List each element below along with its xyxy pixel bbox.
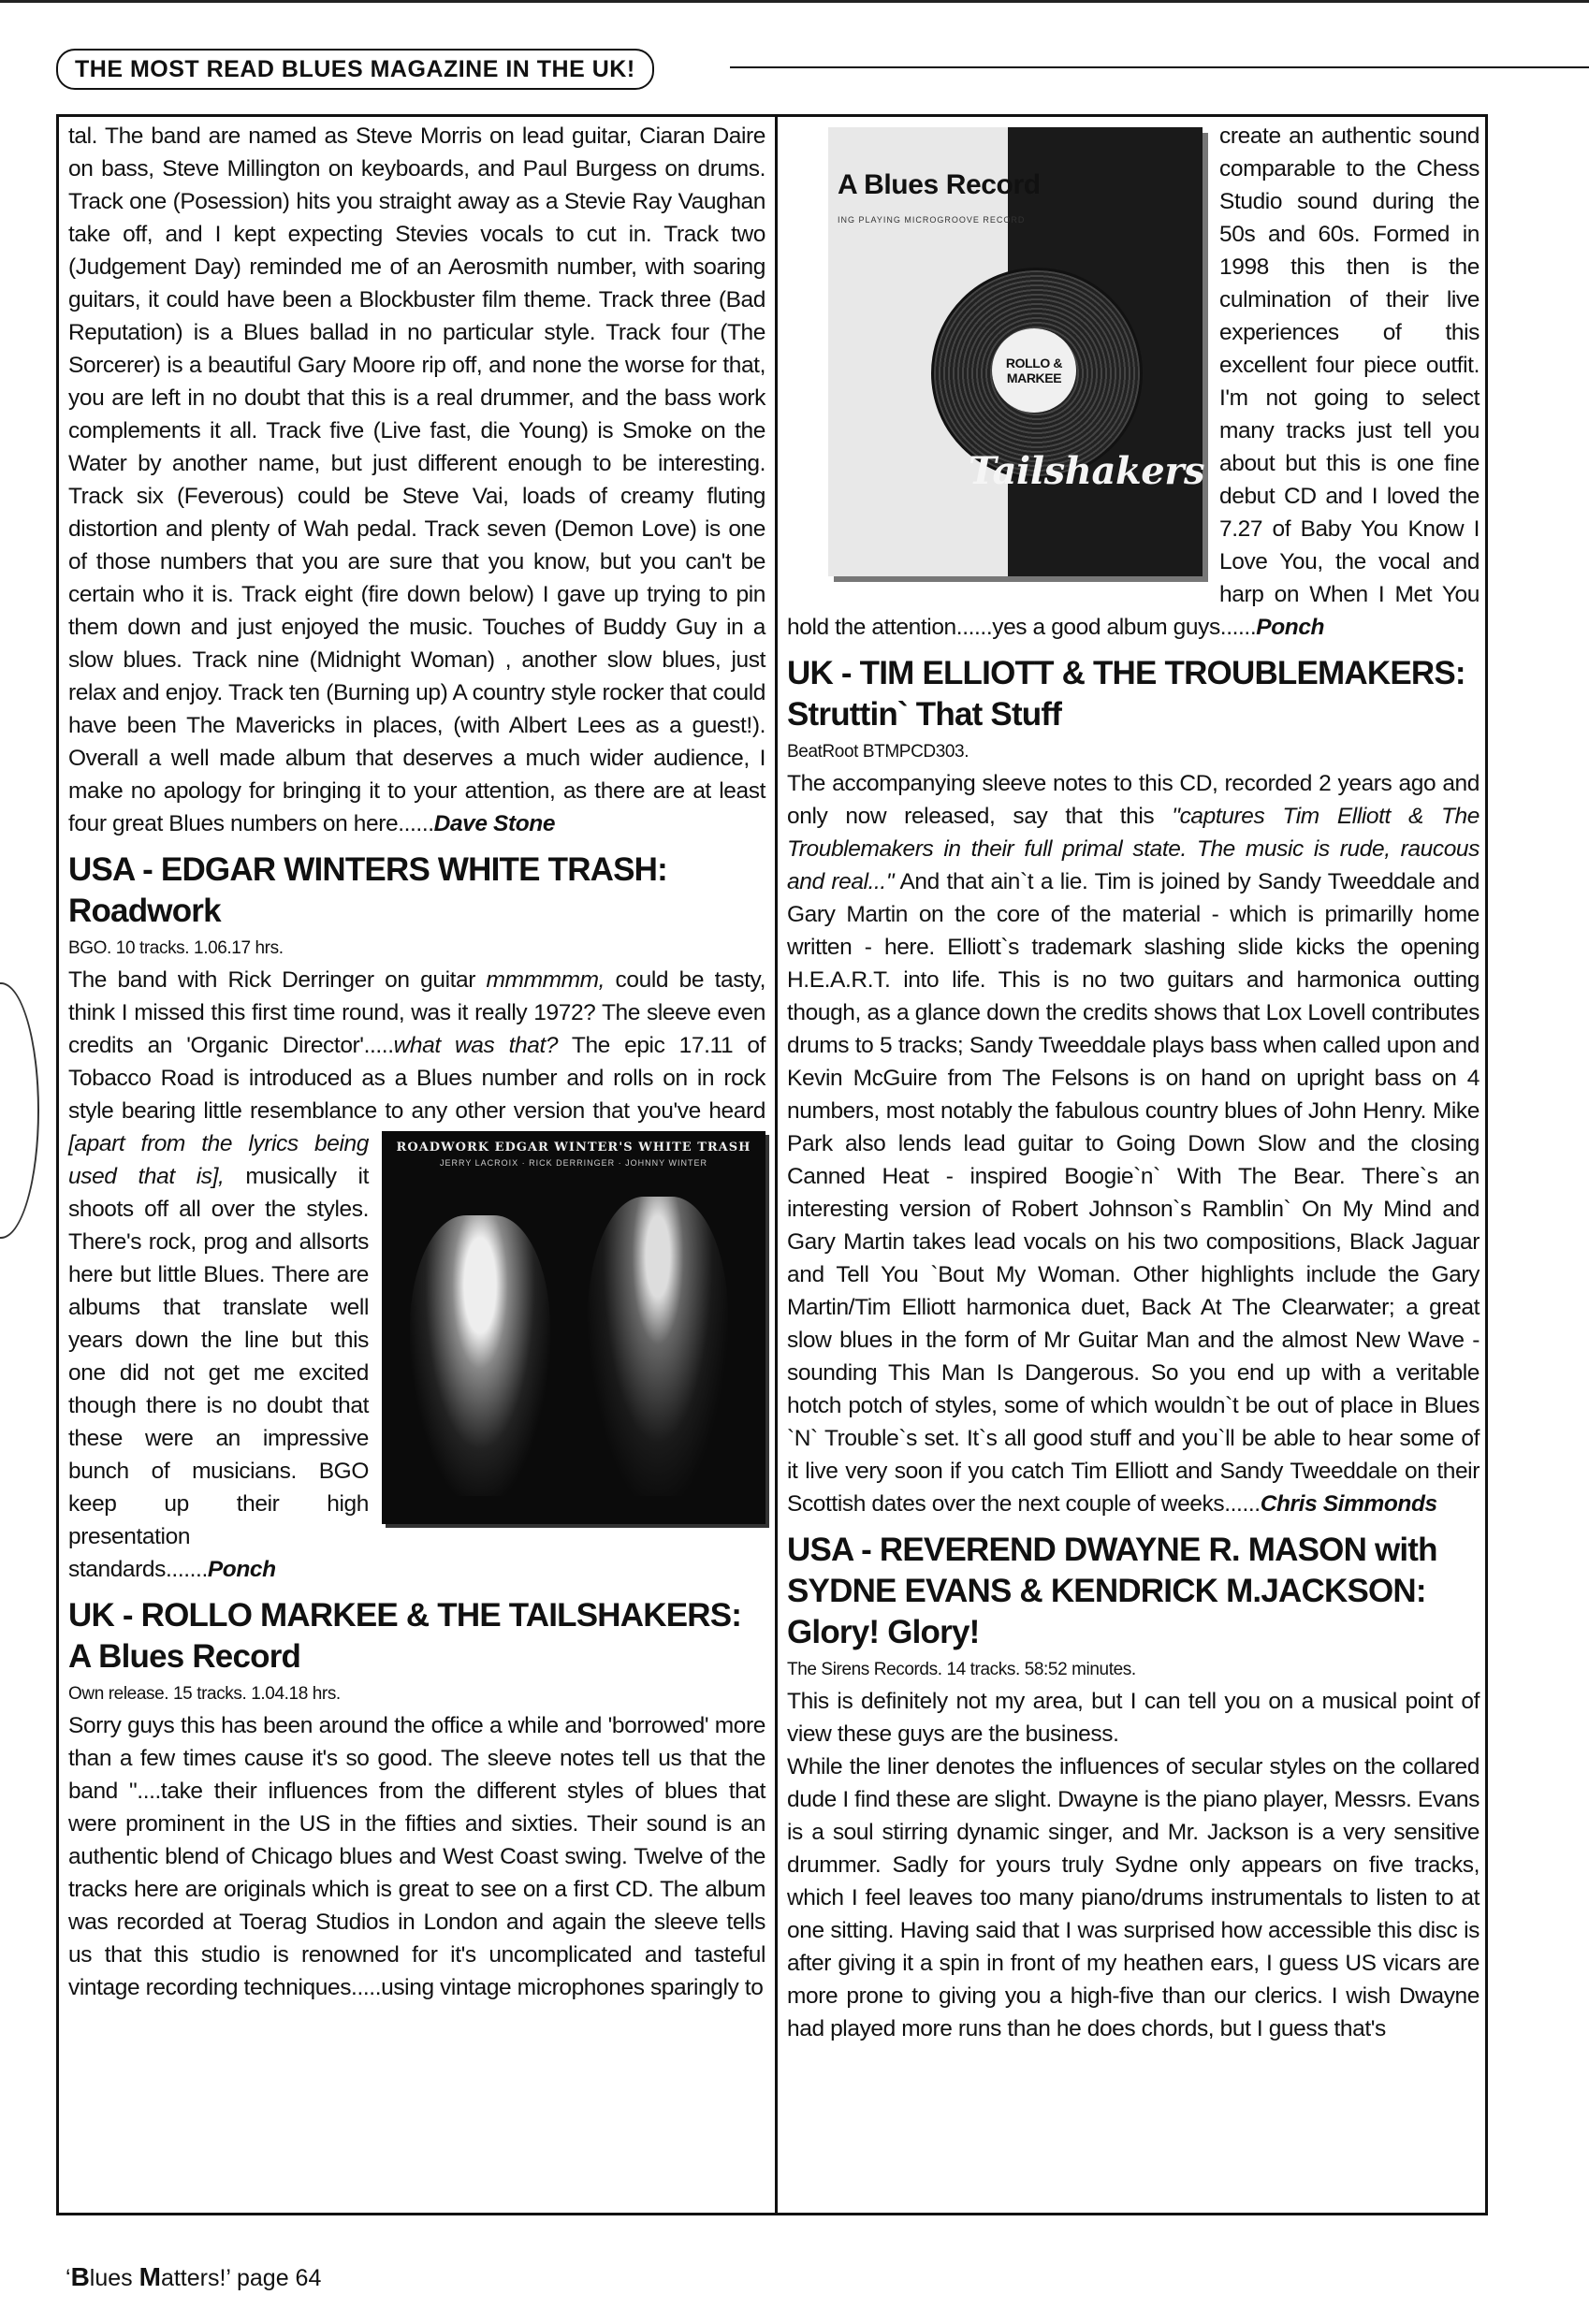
review-body: While the liner denotes the influences of secular styles on the collared dude I find these are slight. Dwayne is the piano player, Messrs. Evans is a soul stirring dynamic singer, and Mr. Jackson is a very sensitive drummer. Sadly for yours truly Sydne only appears on five tracks, which I feel leaves too many piano/drums instrumentals to listen to at one sitting. Having said that I was surprised how accessible this disc is after giving it a spin in front of my heathen ears, I guess US vicars are more prone to giving you a high-five than our clerics. I wish Dwayne had played more runs than he does chords, but I guess that's	[787, 1754, 1480, 2041]
page-footer: ‘Blues Matters!’ page 64	[66, 2262, 322, 2291]
masthead-rule	[730, 66, 1589, 68]
roadwork-album-cover: ROADWORK EDGAR WINTER'S WHITE TRASH JERRY LACROIX · RICK DERRINGER · JOHNNY WINTER	[382, 1131, 765, 1524]
review-heading: USA - EDGAR WINTERS WHITE TRASH: Roadwork	[68, 851, 668, 929]
masthead	[56, 49, 654, 90]
review-meta: BGO. 10 tracks. 1.06.17 hrs.	[68, 938, 284, 958]
byline: Ponch	[1256, 615, 1325, 640]
review-continuation: tal. The band are named as Steve Morris on lead guitar, Ciaran Daire on bass, Steve Millington on keyboards, and Paul Burgess on drums. Track one (Posession) hits you straight away as a Stevie Ray Vaughan take off, and I kept expecting Stevies vocals to cut in. Track two (Judgement Day) reminded me of an Aerosmith number, with soaring guitars, it could have been a Blockbuster film theme. Track three (Bad Reputation) is a Blues ballad in no particular style. Track four (The Sorcerer) is a beautiful Gary Moore rip off, and none the worse for that, you are left in no doubt that this is a real drummer, and the bass work complements it all. Track five (Live fast, die Young) is Smoke on the Water by another name, but just different enough to be interesting. Track six (Feverous) could be Steve Vai, loads of creamy fluting distortion and plenty of Wah pedal. Track seven (Demon Love) is one of those numbers that you are sure that you know, but you can't be certain who it is. Track eight (fire down below) I gave up trying to pin them down and just enjoyed the music. Touches of Buddy Guy in a slow blues. Track nine (Midnight Woman) , another slow blues, just relax and enjoy. Track ten (Burning up) A country style rocker that could have been The Mavericks in places, (with Albert Lees as a guest!). Overall a well made album that deserves a much wider audience, I make no apology for bringing it to your attention, as there are at least four great Blues numbers on here......Dave Stone	[68, 123, 765, 836]
review-body: The band with Rick Derringer on guitar mmmmmm, could be tasty, think I missed this first time round, was it really 1972? The sleeve even credits an 'Organic Director'.....what was that? The epic 17.11 of Tobacco Road is introduced as a Blues number and rolls on in rock style bearing little resemblance to any other version that you've heard ROADWORK EDGAR WINTER'S WHITE TRASH JERRY LACROIX · RICK DERRINGER · JOHNNY WINTER [apart from the lyrics being used that is], musically it shoots off all over the styles. There's rock, prog and allsorts here but little Blues. There are albums that translate well years down the line but this one did not get me excited though there is no doubt that these were an impressive bunch of musicians. BGO keep up their high presentation standards.......Ponch	[68, 967, 766, 1582]
byline: Dave Stone	[433, 811, 556, 836]
margin-mark	[0, 982, 39, 1239]
performer-photo	[410, 1215, 550, 1496]
review-heading: USA - REVEREND DWAYNE R. MASON with SYDNE EVANS & KENDRICK M.JACKSON: Glory! Glory!	[787, 1532, 1437, 1650]
rollo-markee-album-cover: A Blues Record ING PLAYING MICROGROOVE RECORD ROLLO & MARKEE Tailshakers	[828, 127, 1203, 576]
column-divider	[775, 114, 778, 2215]
byline: Chris Simmonds	[1260, 1491, 1437, 1517]
review-body: The accompanying sleeve notes to this CD, recorded 2 years ago and only now released, say that this "captures Tim Elliott & The Troublemakers in their full primal state. The music is rude, raucous and real..." And that ain`t a lie. Tim is joined by Sandy Tweeddale and Gary Martin on the core of the material - which is primarilly home written - here. Elliott`s trademark slashing slide kicks the opening H.E.A.R.T. into life. This is no two guitars and harmonica outting though, as a glance down the credits shows that Lox Lovell contributes drums to 5 tracks; Sandy Tweeddale plays bass when called upon and Kevin McGuire from The Felsons is on hand on upright bass on 4 numbers, most notably the fabulous country blues of John Henry. Mike Park also lends lead guitar to Going Down Slow and the closing Canned Heat - inspired Boogie`n` With The Bear. There`s an interesting version of Robert Johnson`s Ramblin` On My Mind and Gary Martin takes lead vocals on his two compositions, Black Jaguar and Tell You `Bout My Woman. Other highlights include the Gary Martin/Tim Elliott harmonica duet, Back At The Clearwater; a great slow blues in the form of Mr Guitar Man and the almost New Wave - sounding This Man Is Dangerous. So you end up with a veritable hotch potch of styles, some of which wouldn`t be out of place in Blues `N` Trouble`s set. It`s all good stuff and you`ll be able to hear some of it live very soon if you catch Tim Elliott and Sandy Tweeddale on their Scottish dates over the next couple of weeks......Chris Simmonds	[787, 771, 1480, 1517]
review-body: This is definitely not my area, but I can tell you on a musical point of view these guys are the business.	[787, 1689, 1480, 1747]
masthead-text: THE MOST READ BLUES MAGAZINE IN THE UK!	[75, 55, 635, 82]
review-heading: UK - TIM ELLIOTT & THE TROUBLEMAKERS: Struttin` That Stuff	[787, 655, 1465, 733]
review-continuation: A Blues Record ING PLAYING MICROGROOVE RECORD ROLLO & MARKEE Tailshakers create an authentic sound comparable to the Chess Studio sound during the 50s and 60s. Formed in 1998 this then is the culmination of their live experiences of this excellent four piece outfit. I'm not going to select many tracks just tell you about but this is one fine debut CD and I loved the 7.27 of Baby You Know I Love You, the vocal and harp on When I Met You hold the attention......yes a good album guys......Ponch	[787, 123, 1480, 640]
review-meta: Own release. 15 tracks. 1.04.18 hrs.	[68, 1684, 341, 1704]
left-column	[68, 120, 765, 2004]
top-rule	[0, 0, 1589, 3]
review-body: Sorry guys this has been around the office a while and 'borrowed' more than a few times cause it's so good. The sleeve notes tell us that the band "....take their influences from the different styles of blues that were prominent in the US in the fifties and sixties. Their sound is an authentic blend of Chicago blues and West Coast swing. Twelve of the tracks here are originals which is great to see on a first CD. The album was recorded at Toerag Studios in London and again the sleeve tells us that this studio is renowned for it's uncomplicated and tasteful vintage recording techniques.....using vintage microphones sparingly to	[68, 1713, 765, 2000]
review-meta: BeatRoot BTMPCD303.	[787, 742, 969, 762]
right-column	[787, 120, 1480, 2045]
review-heading: UK - ROLLO MARKEE & THE TAILSHAKERS: A Blues Record	[68, 1597, 742, 1675]
performer-photo	[588, 1197, 728, 1496]
byline: Ponch	[207, 1557, 276, 1582]
review-meta: The Sirens Records. 14 tracks. 58:52 minutes.	[787, 1660, 1136, 1679]
